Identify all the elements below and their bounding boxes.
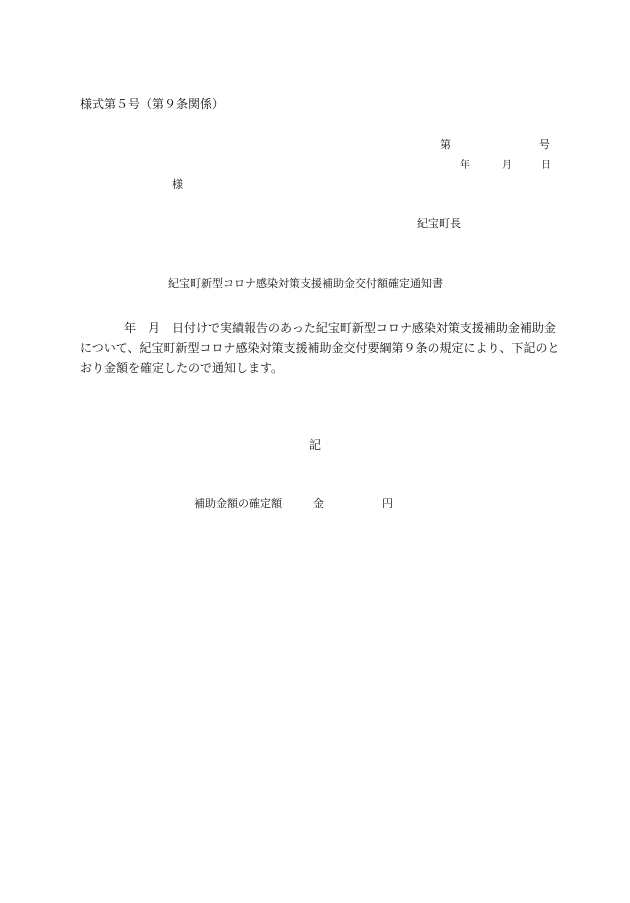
amount-unit: 円 [382, 497, 393, 510]
doc-number-prefix: 第 [440, 138, 451, 151]
addressee-honorific: 様 [172, 178, 183, 191]
date-year: 年 [460, 160, 470, 171]
form-label: 様式第５号（第９条関係） [80, 97, 225, 111]
body-line: おり金額を確定したので通知します。 [80, 361, 284, 375]
amount-prefix: 金 [313, 497, 324, 510]
ki-heading: 記 [309, 438, 322, 452]
body-line: について、紀宝町新型コロナ感染対策支援補助金交付要綱第９条の規定により、下記のと [80, 341, 560, 355]
date-month: 月 [502, 160, 512, 171]
body-line: 年 月 日付けで実績報告のあった紀宝町新型コロナ感染対策支援補助金補助金 [124, 321, 556, 335]
issuer: 紀宝町長 [417, 217, 461, 230]
date-day: 日 [541, 160, 551, 171]
document-title: 紀宝町新型コロナ感染対策支援補助金交付額確定通知書 [168, 277, 443, 290]
amount-label: 補助金額の確定額 [194, 497, 282, 510]
body-paragraph [80, 318, 558, 378]
doc-number-suffix: 号 [539, 138, 550, 151]
